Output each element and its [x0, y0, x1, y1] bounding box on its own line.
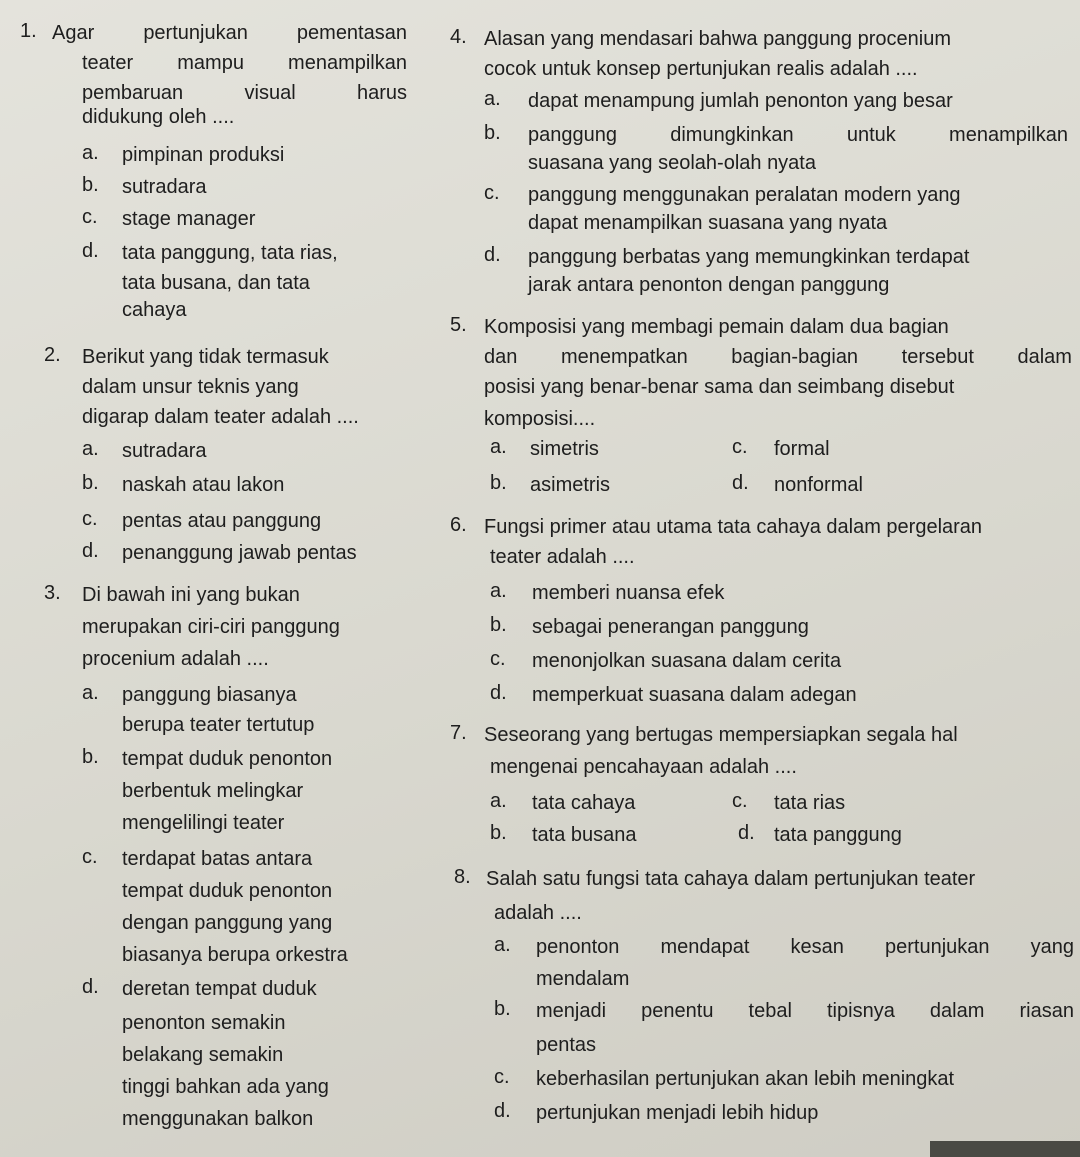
option-text: tata busana, dan tata: [122, 272, 310, 294]
option-text: deretan tempat duduk: [122, 978, 317, 1000]
question-stem-line: mengenai pencahayaan adalah ....: [490, 756, 797, 778]
option-text: cahaya: [122, 299, 187, 321]
question-stem-line: teater adalah ....: [490, 546, 635, 568]
option-text: sebagai penerangan panggung: [532, 616, 809, 638]
option-letter: c.: [732, 436, 748, 458]
option-text: dapat menampilkan suasana yang nyata: [528, 212, 888, 234]
option-text: tata panggung: [774, 824, 902, 846]
question-stem-line: digarap dalam teater adalah ....: [82, 406, 359, 428]
option-text: nonformal: [774, 474, 863, 496]
option-text: pimpinan produksi: [122, 144, 285, 166]
question-stem-line: dalam unsur teknis yang: [82, 376, 299, 398]
option-letter: d.: [82, 540, 99, 562]
question-number: 3.: [44, 582, 61, 604]
option-letter: b.: [82, 174, 99, 196]
option-letter: c.: [484, 182, 500, 204]
question-number: 1.: [20, 20, 37, 42]
option-letter: c.: [82, 206, 98, 228]
question-stem-line: posisi yang benar-benar sama dan seimbang disebut: [484, 376, 955, 398]
option-text: pentas: [536, 1034, 597, 1056]
question-stem-line: pembaruan visual harus: [82, 82, 407, 104]
option-text: penanggung jawab pentas: [122, 542, 357, 564]
option-text: panggung biasanya: [122, 684, 297, 706]
option-text: dengan panggung yang: [122, 912, 333, 934]
option-text: asimetris: [530, 474, 611, 496]
question-stem-line: Seseorang yang bertugas mempersiapkan segala hal: [484, 724, 958, 746]
option-text: penonton mendapat kesan pertunjukan yang: [536, 936, 1074, 958]
option-letter: b.: [490, 822, 507, 844]
option-letter: d.: [732, 472, 749, 494]
option-text: tata cahaya: [532, 792, 636, 814]
question-number: 6.: [450, 514, 467, 536]
option-letter: c.: [82, 846, 98, 868]
question-number: 2.: [44, 344, 61, 366]
option-text: mengelilingi teater: [122, 812, 285, 834]
option-letter: a.: [484, 88, 501, 110]
option-text: formal: [774, 438, 830, 460]
option-text: naskah atau lakon: [122, 474, 285, 496]
option-letter: d.: [82, 976, 99, 998]
option-letter: a.: [490, 436, 507, 458]
question-stem-line: didukung oleh ....: [82, 106, 235, 128]
option-letter: c.: [732, 790, 748, 812]
option-letter: c.: [490, 648, 506, 670]
option-letter: b.: [82, 746, 99, 768]
option-letter: a.: [490, 580, 507, 602]
question-stem-line: Di bawah ini yang bukan: [82, 584, 300, 606]
option-letter: a.: [82, 682, 99, 704]
option-letter: d.: [490, 682, 507, 704]
page-corner-shadow: [930, 1141, 1080, 1157]
question-stem-line: Komposisi yang membagi pemain dalam dua bagian: [484, 316, 949, 338]
question-stem-line: Fungsi primer atau utama tata cahaya dalam pergelaran: [484, 516, 983, 538]
option-letter: c.: [82, 508, 98, 530]
question-stem-line: procenium adalah ....: [82, 648, 269, 670]
question-number: 5.: [450, 314, 467, 336]
option-text: berbentuk melingkar: [122, 780, 304, 802]
option-text: panggung dimungkinkan untuk menampilkan: [528, 124, 1068, 146]
option-text: menonjolkan suasana dalam cerita: [532, 650, 842, 672]
question-number: 4.: [450, 26, 467, 48]
option-letter: b.: [494, 998, 511, 1020]
option-text: terdapat batas antara: [122, 848, 313, 870]
option-letter: b.: [490, 472, 507, 494]
option-text: tata rias: [774, 792, 846, 814]
option-letter: a.: [494, 934, 511, 956]
option-letter: b.: [82, 472, 99, 494]
option-text: panggung berbatas yang memungkinkan terdapat: [528, 246, 970, 268]
option-letter: d.: [484, 244, 501, 266]
question-stem-line: adalah ....: [494, 902, 582, 924]
option-text: simetris: [530, 438, 599, 460]
option-text: panggung menggunakan peralatan modern yang: [528, 184, 961, 206]
question-number: 7.: [450, 722, 467, 744]
option-letter: a.: [490, 790, 507, 812]
question-stem-line: Alasan yang mendasari bahwa panggung procenium: [484, 28, 951, 50]
option-text: stage manager: [122, 208, 256, 230]
option-text: jarak antara penonton dengan panggung: [528, 274, 890, 296]
option-letter: a.: [82, 142, 99, 164]
option-text: tempat duduk penonton: [122, 880, 333, 902]
option-text: pertunjukan menjadi lebih hidup: [536, 1102, 819, 1124]
option-text: dapat menampung jumlah penonton yang besar: [528, 90, 953, 112]
option-text: belakang semakin: [122, 1044, 284, 1066]
option-text: berupa teater tertutup: [122, 714, 315, 736]
option-text: tinggi bahkan ada yang: [122, 1076, 329, 1098]
question-stem-line: komposisi....: [484, 408, 596, 430]
option-letter: d.: [738, 822, 755, 844]
option-text: penonton semakin: [122, 1012, 286, 1034]
option-text: mendalam: [536, 968, 630, 990]
question-stem-line: Berikut yang tidak termasuk: [82, 346, 329, 368]
option-text: suasana yang seolah-olah nyata: [528, 152, 816, 174]
option-letter: b.: [490, 614, 507, 636]
option-text: menjadi penentu tebal tipisnya dalam riasan: [536, 1000, 1074, 1022]
option-text: memperkuat suasana dalam adegan: [532, 684, 857, 706]
option-letter: a.: [82, 438, 99, 460]
option-text: memberi nuansa efek: [532, 582, 725, 604]
question-stem-line: merupakan ciri-ciri panggung: [82, 616, 340, 638]
option-letter: d.: [494, 1100, 511, 1122]
option-text: tata busana: [532, 824, 637, 846]
option-text: keberhasilan pertunjukan akan lebih meningkat: [536, 1068, 955, 1090]
option-text: tempat duduk penonton: [122, 748, 333, 770]
question-stem-line: teater mampu menampilkan: [82, 52, 407, 74]
option-text: sutradara: [122, 440, 207, 462]
question-stem-line: Agar pertunjukan pementasan: [52, 22, 407, 44]
option-text: pentas atau panggung: [122, 510, 322, 532]
option-text: tata panggung, tata rias,: [122, 242, 338, 264]
question-stem-line: Salah satu fungsi tata cahaya dalam pertunjukan teater: [486, 868, 976, 890]
option-letter: c.: [494, 1066, 510, 1088]
option-text: menggunakan balkon: [122, 1108, 314, 1130]
option-letter: d.: [82, 240, 99, 262]
question-stem-line: dan menempatkan bagian-bagian tersebut dalam: [484, 346, 1072, 368]
option-text: sutradara: [122, 176, 207, 198]
question-number: 8.: [454, 866, 471, 888]
question-stem-line: cocok untuk konsep pertunjukan realis adalah ....: [484, 58, 918, 80]
option-letter: b.: [484, 122, 501, 144]
option-text: biasanya berupa orkestra: [122, 944, 348, 966]
